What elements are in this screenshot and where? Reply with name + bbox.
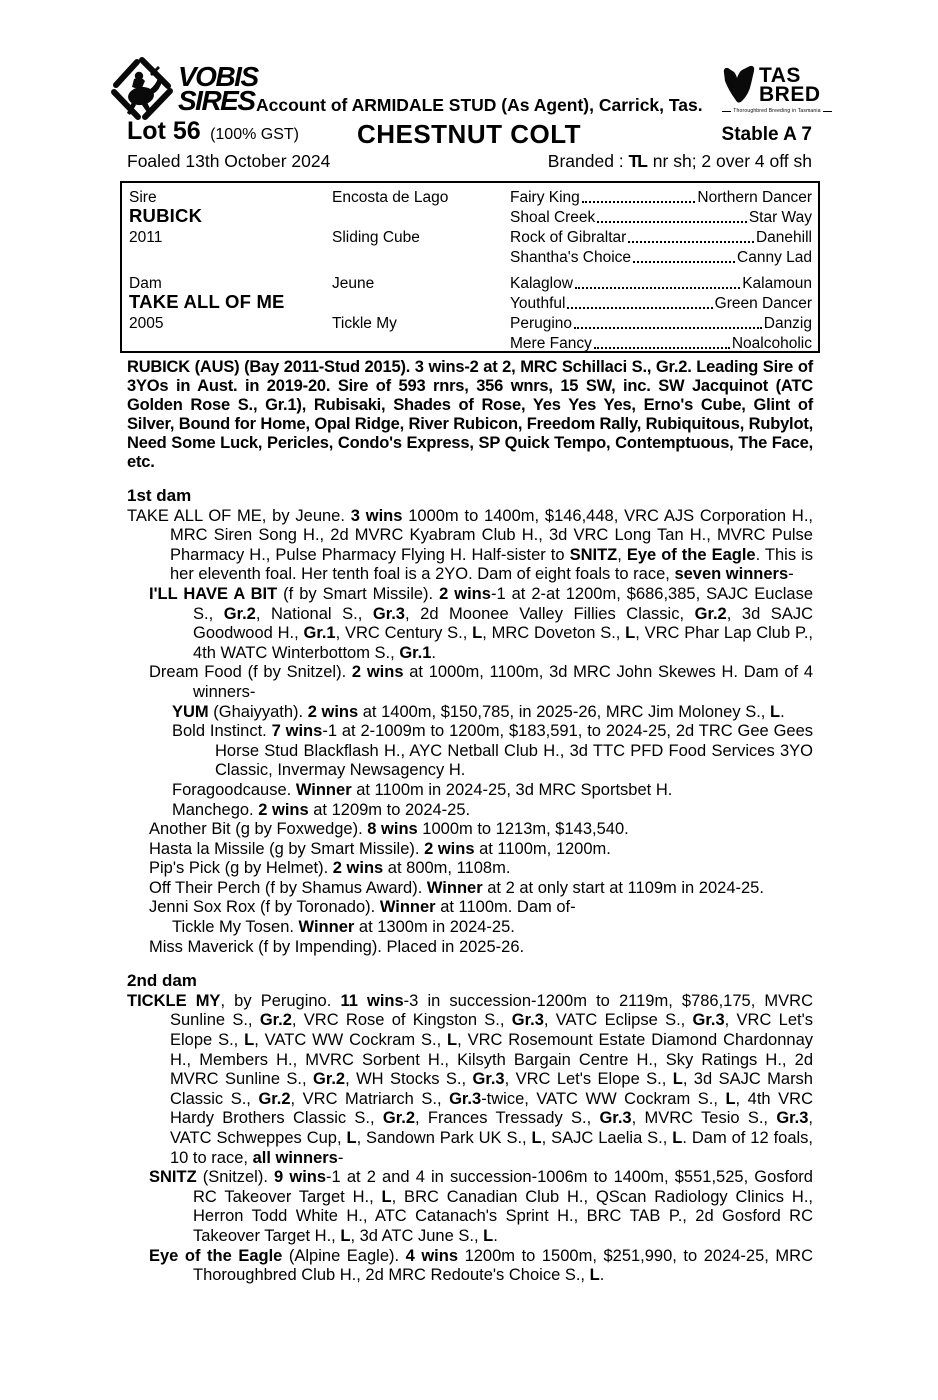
ancestor-sire-name: Danehill [755, 229, 812, 246]
branded-line: Branded : TL nr sh; 2 over 4 off sh [547, 151, 812, 171]
pedigree-paragraph: Eye of the Eagle (Alpine Eagle). 4 wins 1200m to 1500m, $251,990, to 2024-25, MRC Thoroughbred Club H., 2d MRC Redoute's Choice S., L. [149, 1246, 813, 1285]
ancestor-sire-name: Kalamoun [742, 275, 812, 292]
tasmania-map-icon [722, 64, 756, 106]
pedigree-paragraph: Miss Maverick (f by Impending). Placed in 2025-26. [149, 937, 525, 956]
pedigree-cell-horse: Dam [129, 275, 162, 292]
vobis-logo-text [178, 61, 258, 116]
tas-bred-logo [722, 64, 832, 114]
pedigree-paragraph: Manchego. 2 wins at 1209m to 2024-25. [172, 800, 471, 819]
ancestor-sire-name: Northern Dancer [697, 189, 812, 206]
pedigree-paragraph: Off Their Perch (f by Shamus Award). Winner at 2 at only start at 1109m in 2024-25. [149, 878, 764, 897]
pedigree-cell-grandparents [510, 315, 812, 333]
vobis-sires-logo [110, 56, 258, 122]
dotted-leader [582, 201, 696, 203]
pedigree-cell-grandparents [510, 275, 812, 293]
pedigree-cell-parent: Tickle My [332, 315, 397, 332]
ancestor-sire-name: Noalcoholic [731, 335, 812, 352]
pedigree-cell-grandparents [510, 249, 812, 267]
ancestor-name: Youthful [510, 295, 566, 312]
pedigree-paragraph: TAKE ALL OF ME, by Jeune. 3 wins 1000m to 1400m, $146,448, VRC AJS Corporation H., MRC Siren Song H., 2d MVRC Kyabram Club H., 3d VRC Long Tan H., MVRC Pulse Pharmacy H., Pulse Pharmacy Flying H. Half-sister to SNITZ, Eye of the Eagle. This is her eleventh foal. Her tenth foal is a 2YO. Dam of eight foals to race, seven winners- [127, 506, 813, 584]
ancestor-sire-name: Star Way [748, 209, 812, 226]
lot-title: CHESTNUT COLT [356, 119, 582, 149]
pedigree-cell-horse: RUBICK [129, 205, 203, 226]
pedigree-paragraph: Another Bit (g by Foxwedge). 8 wins 1000m to 1213m, $143,540. [149, 820, 629, 839]
pedigree-cell-horse: Sire [129, 189, 157, 206]
horse-and-jockey-icon [110, 56, 174, 122]
lot-number: Lot 56 [127, 117, 201, 145]
dotted-leader [597, 221, 747, 223]
pedigree-paragraph: YUM (Ghaiyyath). 2 wins at 1400m, $150,785, in 2025-26, MRC Jim Moloney S., L. [172, 702, 785, 721]
dotted-leader [633, 261, 735, 263]
pedigree-paragraph: Bold Instinct. 7 wins-1 at 2-1009m to 1200m, $183,591, to 2024-25, 2d TRC Gee Gees Horse Stud Blackflash H., AYC Netball Club H., 3d TTC PFD Food Services 3YO Classic, Invermay Newsagency H. [172, 722, 814, 780]
pedigree-paragraph: Dream Food (f by Snitzel). 2 wins at 1000m, 1100m, 3d MRC John Skewes H. Dam of 4 winners- [149, 663, 813, 701]
ancestor-name: Shoal Creek [510, 209, 596, 226]
pedigree-paragraph: Hasta la Missile (g by Smart Missile). 2 wins at 1100m, 1200m. [149, 839, 611, 858]
pedigree-paragraph: Tickle My Tosen. Winner at 1300m in 2024-25. [172, 918, 515, 937]
dam-section-heading: 2nd dam [127, 971, 197, 991]
pedigree-paragraph: Foragoodcause. Winner at 1100m in 2024-25, 3d MRC Sportsbet H. [172, 780, 673, 799]
pedigree-cell-grandparents [510, 295, 812, 313]
dotted-leader [628, 241, 754, 243]
gst-label: (100% GST) [210, 126, 299, 143]
pedigree-paragraph: Pip's Pick (g by Helmet). 2 wins at 800m, 1108m. [149, 859, 511, 878]
tasbred-tagline: Thoroughbred Breeding in Tasmania [722, 108, 832, 114]
pedigree-cell-parent: Jeune [332, 275, 375, 292]
ancestor-name: Fairy King [510, 189, 580, 206]
pedigree-cell-grandparents [510, 209, 812, 227]
pedigree-paragraph: TICKLE MY, by Perugino. 11 wins-3 in succession-1200m to 2119m, $786,175, MVRC Sunline S., Gr.2, VRC Rose of Kingston S., Gr.3, VATC Eclipse S., Gr.3, VRC Let's Elope S., L, VATC WW Cockram S., L, VRC Rosemount Estate Diamond Chardonnay H., Members H., MVRC Sorbent H., Kilsyth Bargain Centre H., Sky Ratings H., 2d MVRC Sunline S., Gr.2, WH Stocks S., Gr.3, VRC Let's Elope S., L, 3d SAJC Marsh Classic S., Gr.2, VRC Matriarch S., Gr.3-twice, VATC WW Cockram S., L, 4th VRC Hardy Brothers Classic S., Gr.2, Frances Tressady S., Gr.3, MVRC Tesio S., Gr.3, VATC Schweppes Cup, L, Sandown Park UK S., L, SAJC Laelia S., L. Dam of 12 foals, 10 to race, all winners- [127, 991, 814, 1167]
ancestor-sire-name: Green Dancer [714, 295, 812, 312]
pedigree-cell-grandparents [510, 189, 812, 207]
pedigree-cell-parent: Encosta de Lago [332, 189, 449, 206]
ancestor-sire-name: Danzig [763, 315, 812, 332]
pedigree-cell-horse: TAKE ALL OF ME [129, 291, 285, 312]
pedigree-cell-horse: 2005 [129, 315, 164, 332]
sires-word: SIRES [178, 85, 255, 116]
tas-word: TAS [759, 64, 801, 87]
sire-summary: RUBICK (AUS) (Bay 2011-Stud 2015). 3 wins-2 at 2, MRC Schillaci S., Gr.2. Leading Sire of 3YOs in Aust. in 2019-20. Sire of 593 rnrs, 356 wnrs, 15 SW, inc. SW Jacquinot (ATC Golden Rose S., Gr.1), Rubisaki, Shades of Rose, Yes Yes Yes, Erno's Cube, Glint of Silver, Bound for Home, Opal Ridge, River Rubicon, Freedom Rally, Rubiquitous, Rubylot, Need Some Luck, Pericles, Condo's Express, SP Quick Tempo, Contemptuous, The Face, etc. [127, 358, 813, 471]
stable-label: Stable A 7 [721, 124, 812, 145]
dam-sections [127, 486, 813, 1286]
pedigree-body [127, 358, 813, 1286]
ancestor-name: Kalaglow [510, 275, 573, 292]
bred-word: BRED [759, 83, 821, 106]
tasbred-logo-text [759, 66, 821, 104]
brand-mark: TL [628, 151, 646, 171]
ancestor-name: Mere Fancy [510, 335, 592, 352]
pedigree-paragraph: Jenni Sox Rox (f by Toronado). Winner at 1100m. Dam of- [149, 898, 576, 917]
ancestor-sire-name: Canny Lad [737, 249, 812, 266]
ancestor-name: Rock of Gibraltar [510, 229, 627, 246]
ancestor-name: Perugino [510, 315, 573, 332]
foal-brand-line [127, 151, 812, 172]
dotted-leader [574, 327, 762, 329]
vobis-word: VOBIS [178, 61, 258, 92]
pedigree-paragraph: I'LL HAVE A BIT (f by Smart Missile). 2 wins-1 at 2-at 1200m, $686,385, SAJC Euclase S., Gr.2, National S., Gr.3, 2d Moonee Valley Fillies Classic, Gr.2, 3d SAJC Goodwood H., Gr.1, VRC Century S., L, MRC Doveton S., L, VRC Phar Lap Club P., 4th WATC Winterbottom S., Gr.1. [149, 584, 814, 662]
pedigree-table [120, 181, 820, 353]
pedigree-cell-parent: Sliding Cube [332, 229, 420, 246]
foaled-date: Foaled 13th October 2024 [127, 151, 331, 171]
pedigree-cell-grandparents [510, 229, 812, 247]
account-line: Account of ARMIDALE STUD (As Agent), Carrick, Tas. [256, 95, 703, 115]
dam-section-heading: 1st dam [127, 486, 192, 505]
dotted-leader [575, 287, 740, 289]
pedigree-cell-horse: 2011 [129, 229, 163, 246]
dotted-leader [567, 307, 712, 309]
pedigree-paragraph: SNITZ (Snitzel). 9 wins-1 at 2 and 4 in succession-1006m to 1400m, $551,525, Gosford RC Takeover Target H., L, BRC Canadian Club H., QScan Radiology Clinics H., Herron Todd White H., ATC Catanach's Sprint H., BRC TAB P., 2d Gosford RC Takeover Target H., L, 3d ATC June S., L. [149, 1168, 813, 1245]
ancestor-name: Shantha's Choice [510, 249, 632, 266]
pedigree-cell-grandparents [510, 335, 812, 353]
dotted-leader [594, 347, 730, 349]
